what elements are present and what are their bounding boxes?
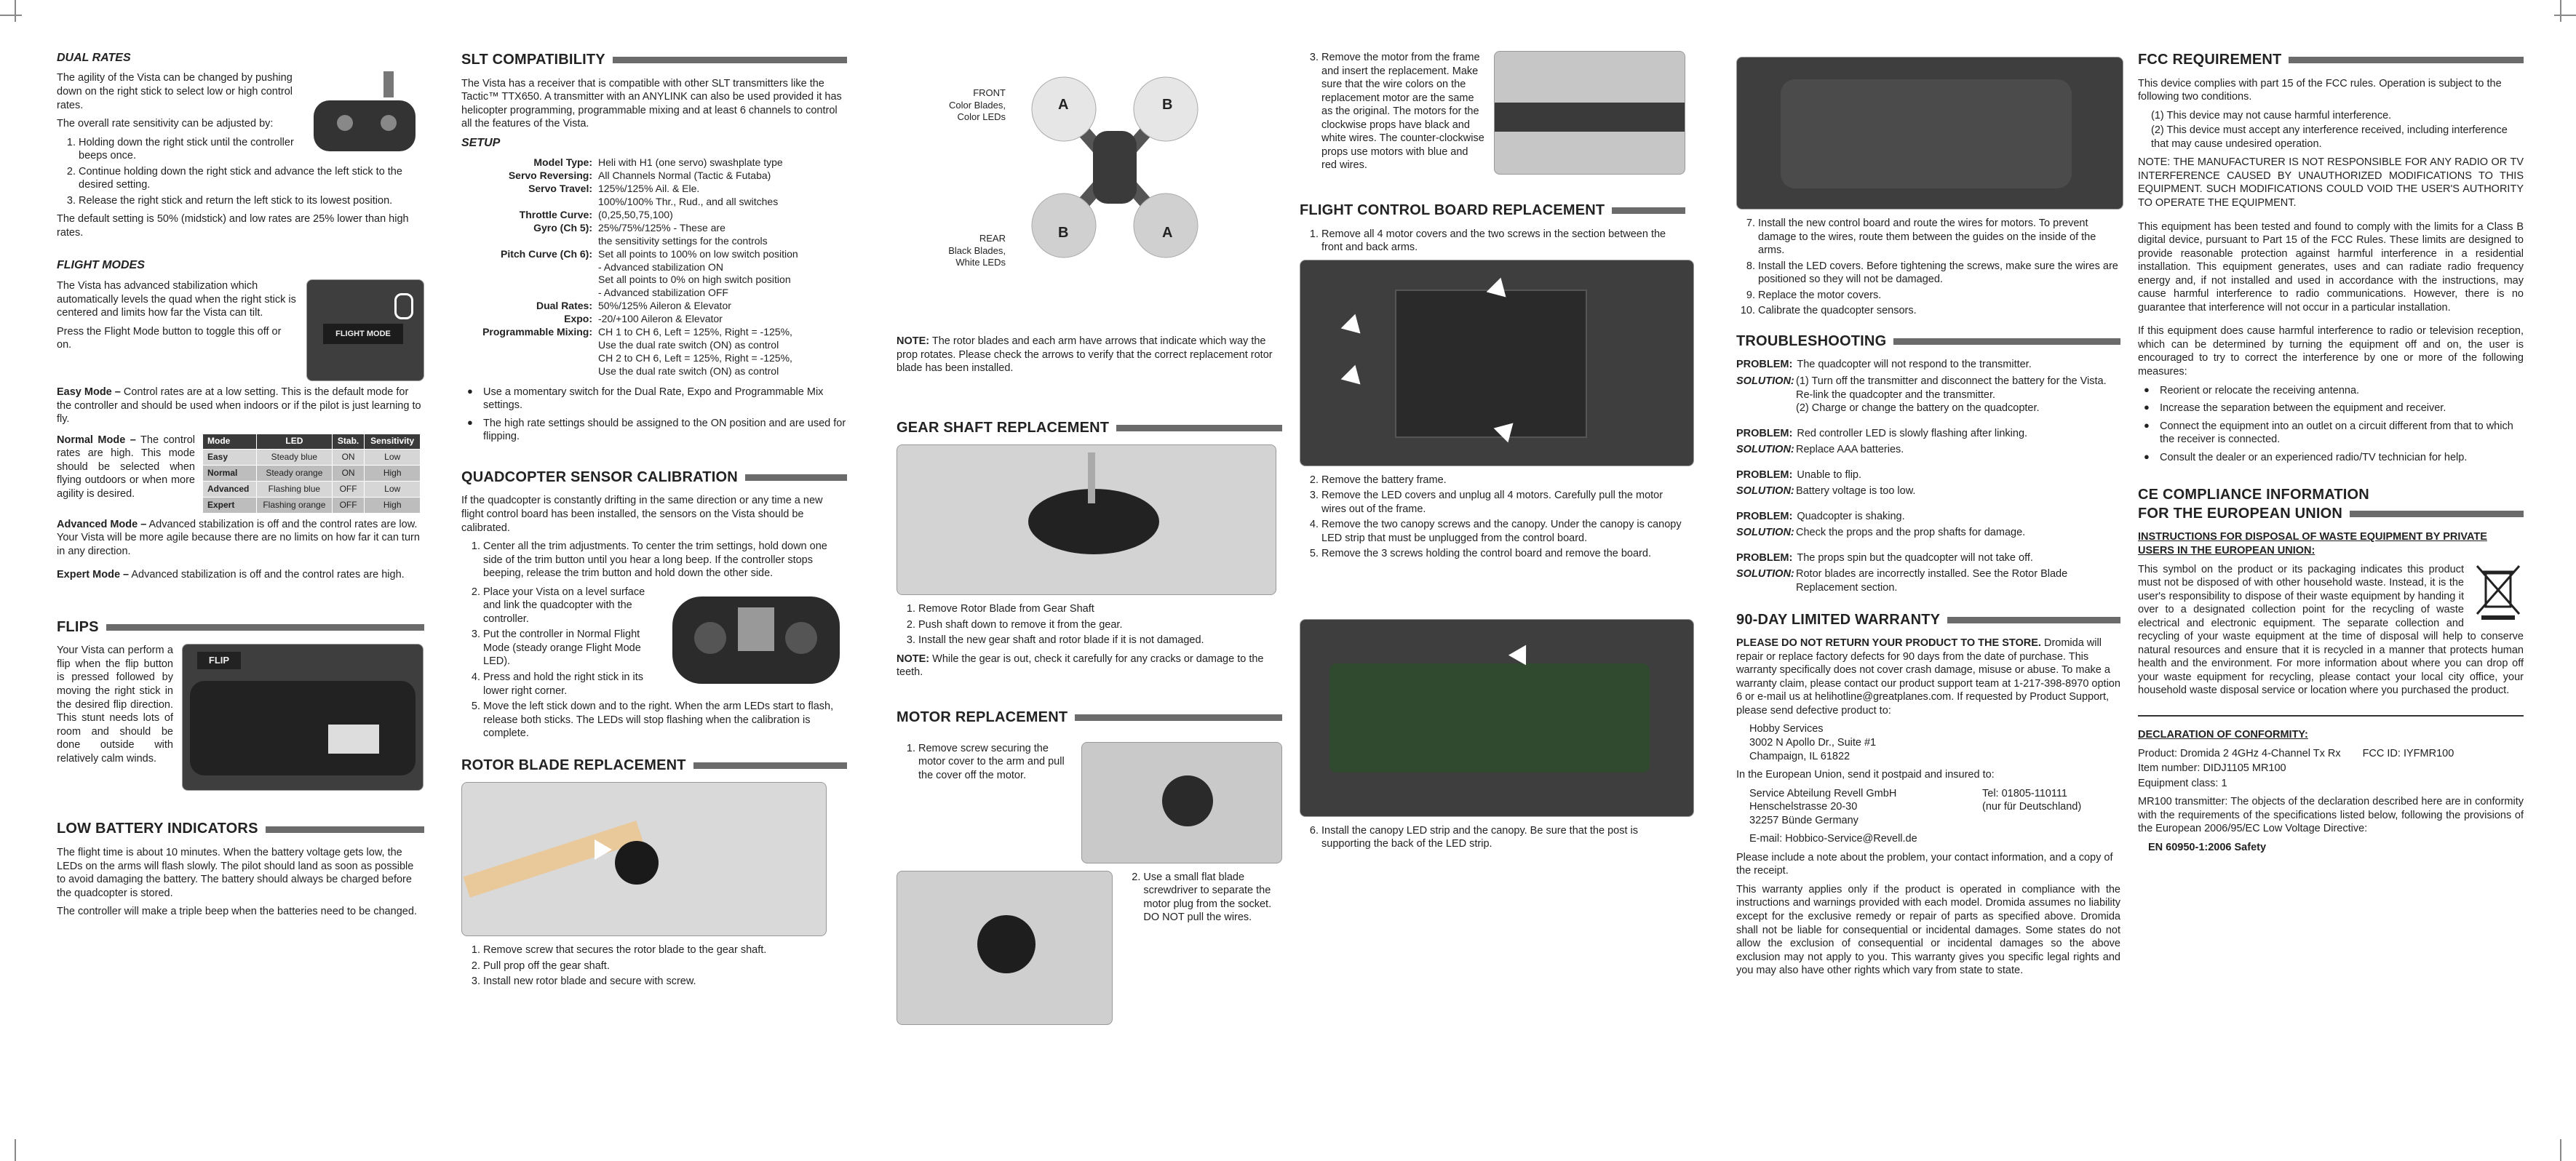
crop-mark — [0, 15, 22, 16]
advanced-mode-text: Advanced Mode – Advanced stabilization is off and the control rates are low. Your Vista will be more agile because there are no limits on how far it can turn in any direction. — [57, 518, 420, 557]
setup-key: Throttle Curve: — [519, 208, 592, 220]
column-5 — [1736, 57, 2120, 983]
problem-label: PROBLEM: — [1736, 510, 1793, 522]
ce-heading-2: FOR THE EUROPEAN UNION — [2138, 505, 2524, 524]
setup-key: Servo Travel: — [528, 183, 592, 195]
flips-heading: FLIPS — [57, 618, 424, 637]
setup-key: Expo: — [564, 313, 592, 325]
flips-text: Your Vista can perform a flip when the flip button is pressed followed by moving the right stick in the desired flip direction. This stunt needs lots of room and should be done outside with relatively calm winds. — [57, 645, 173, 765]
gear-step: 3. Install the new gear shaft and rotor blade if it is not damaged. — [918, 634, 1282, 647]
arrow-icon — [595, 839, 612, 860]
table-row — [203, 466, 421, 482]
column-6 — [2138, 51, 2524, 859]
warranty-heading: 90-DAY LIMITED WARRANTY — [1736, 611, 2120, 630]
solution-text: (1) Turn off the transmitter and disconnect the battery for the Vista. Re-link the quadcopter and the transmitter. (2) Charge or change the battery on the quadcopter. — [1796, 375, 2107, 415]
declaration-heading: DECLARATION OF CONFORMITY: — [2138, 729, 2308, 741]
table-cell: ON — [332, 450, 364, 466]
crop-mark — [15, 0, 16, 22]
flight-mode-button-image — [306, 279, 424, 381]
gear-step: 1. Remove Rotor Blade from Gear Shaft — [918, 602, 1282, 616]
motor-step3-block — [1300, 51, 1685, 180]
controller-icon — [314, 100, 416, 151]
table-header: Sensitivity — [365, 434, 421, 450]
gear-step: 2. Push shaft down to remove it from the gear. — [918, 618, 1282, 632]
solution-line — [1736, 443, 2120, 457]
quadcopter-diagram — [897, 51, 1282, 276]
problem-text: Red controller LED is slowly flashing after linking. — [1797, 427, 2028, 439]
motor-icon — [1162, 775, 1213, 826]
fcb-step: 3. Remove the LED covers and unplug all 4 motors. Carefully pull the motor wires out of the frame. — [1321, 489, 1685, 516]
setup-value: 25%/75%/125% - These are the sensitivity settings for the controls — [598, 221, 768, 247]
crop-mark — [2554, 15, 2576, 16]
table-cell: Steady orange — [256, 466, 332, 482]
fcc-heading: FCC REQUIREMENT — [2138, 51, 2524, 70]
ce-p1: This symbol on the product or its packaging indicates this product must not be disposed of with other household waste. Instead, it is the user's responsibility to dispose of their waste equipment by handing it over to a designated collection point for the recycling of waste electrical and electronic equipment. The separate collection and recycling of your waste equipment at the time of disposal will help to conserve natural resources and ensure that it is recycled in a manner that protects human health and the environment. For more information about where you can drop off your waste equipment for recycling, please contact your local city office, your household waste disposal service or location where you purchased the product. — [2138, 563, 2524, 697]
calibration-step: 5. Move the left stick down and to the right. When the arm LEDs start to flash, release both sticks. The LEDs will stop flashing when the calibration is complete. — [483, 700, 847, 741]
flight-mode-label: FLIGHT MODE — [323, 324, 403, 344]
standard: EN 60950-1:2006 Safety — [2148, 841, 2267, 853]
calibration-step: 4. Press and hold the right stick in its lower right corner. — [483, 671, 847, 698]
column-3 — [897, 51, 1282, 1025]
column-2 — [461, 51, 847, 994]
problem-label: PROBLEM: — [1736, 359, 1793, 371]
motor-step: 2. Use a small flat blade screwdriver to separate the motor plug from the socket. DO NOT pull the wires. — [1143, 871, 1282, 925]
frame-icon — [1781, 79, 2072, 188]
eu-address-block — [1736, 787, 2120, 833]
fcb-step: 2. Remove the battery frame. — [1321, 474, 1685, 487]
fcb-step: 5. Remove the 3 screws holding the control board and remove the board. — [1321, 547, 1685, 561]
fcc-bullet: ● Consult the dealer or an experienced radio/TV technician for help. — [2160, 451, 2524, 465]
trouble-item — [1736, 427, 2120, 457]
setup-value: 125%/125% Ail. & Ele. 100%/100% Thr., Rud., and all switches — [598, 183, 779, 207]
product: Product: Dromida 2 4GHz 4-Channel Tx Rx — [2138, 747, 2341, 759]
problem-label: PROBLEM: — [1736, 551, 1793, 564]
left-stick-icon — [694, 622, 726, 654]
slt-bullet: ● Use a momentary switch for the Dual Rate, Expo and Programmable Mix settings. — [483, 386, 847, 412]
table-header: Stab. — [332, 434, 364, 450]
table-cell: OFF — [332, 481, 364, 497]
solution-line — [1736, 375, 2120, 415]
fcb-step: 10. Calibrate the quadcopter sensors. — [1758, 304, 2120, 318]
motor-cover-image — [1081, 742, 1282, 863]
crop-mark — [15, 1139, 16, 1161]
expert-mode-text: Expert Mode – Advanced stabilization is off and the control rates are high. — [57, 569, 405, 581]
rotor-step: 1. Remove screw that secures the rotor blade to the gear shaft. — [483, 943, 847, 957]
flight-modes-p2: Press the Flight Mode button to toggle this off or on. — [57, 325, 282, 351]
slt-heading: SLT COMPATIBILITY — [461, 51, 847, 70]
calibration-steps-with-image — [461, 586, 847, 741]
column-4 — [1300, 51, 1685, 856]
fcc-condition-1: (1) This device may not cause harmful interference. — [2151, 109, 2392, 121]
low-battery-heading: LOW BATTERY INDICATORS — [57, 820, 424, 839]
table-cell: Expert — [203, 497, 257, 513]
table-cell: Flashing orange — [256, 497, 332, 513]
dual-rates-heading: DUAL RATES — [57, 52, 131, 64]
table-header: LED — [256, 434, 332, 450]
arrow-icon — [1341, 364, 1368, 391]
mode-table — [202, 434, 421, 514]
fcb-step: 7. Install the new control board and route the wires for motors. To prevent damage to the wires, route them between the guides on the inside of the arms. — [1758, 217, 2120, 258]
rotor-heading: ROTOR BLADE REPLACEMENT — [461, 757, 847, 775]
setup-list — [461, 156, 847, 378]
setup-heading: SETUP — [461, 136, 501, 149]
fcb-step: 1. Remove all 4 motor covers and the two screws in the section between the front and back arms. — [1321, 228, 1685, 255]
flip-button-image — [182, 644, 424, 791]
trouble-heading: TROUBLESHOOTING — [1736, 332, 2120, 351]
frame-icon — [1395, 290, 1587, 438]
controller-stick-image — [308, 71, 424, 159]
fcc-condition-2: (2) This device must accept any interference received, including interference that may cause undesired operation. — [2151, 124, 2508, 150]
solution-text: Replace AAA batteries. — [1796, 444, 1904, 456]
problem-text: Unable to flip. — [1797, 468, 1862, 481]
setup-value: Heli with H1 (one servo) swashplate type — [598, 156, 783, 169]
table-cell: High — [365, 497, 421, 513]
problem-label: PROBLEM: — [1736, 468, 1793, 481]
dual-rates-step: 1. Holding down the right stick until the controller beeps once. — [79, 136, 424, 163]
front-label: FRONT Color Blades, Color LEDs — [948, 87, 1006, 123]
table-row — [203, 481, 421, 497]
item-number: Item number: DIDJ1105 MR100 — [2138, 762, 2286, 775]
gear-shaft-image — [897, 444, 1276, 595]
rear-label: REAR Black Blades, White LEDs — [948, 233, 1006, 268]
problem-line — [1736, 551, 2120, 565]
problem-text: The quadcopter will not respond to the transmitter. — [1797, 359, 2032, 371]
column-1 — [57, 51, 424, 924]
new-board-image — [1736, 57, 2123, 210]
shaft-icon — [1088, 452, 1095, 503]
product-line — [2138, 747, 2524, 761]
trouble-item — [1736, 468, 2120, 498]
table-cell: Normal — [203, 466, 257, 482]
setup-value: 50%/125% Aileron & Elevator — [598, 300, 731, 312]
push-arrow-icon — [383, 71, 394, 97]
crop-mark — [2560, 1139, 2561, 1161]
warranty-p1: PLEASE DO NOT RETURN YOUR PRODUCT TO THE STORE. Dromida will repair or replace factory defects for 90 days from the date of purchase. This warranty specifically does not cover crash damage, misuse or abuse. To make a warranty claim, please contact our product support team at 1-217-398-8970 option 6 or e-mail us at helihotline@greatplanes.com. If requested by Product Support, please send defective product to: — [1736, 637, 2120, 717]
arrow-icon — [1341, 314, 1368, 340]
dual-rates-p2: The overall rate sensitivity can be adjusted by: — [57, 118, 274, 130]
motor-step: 1. Remove screw securing the motor cover to the arm and pull the cover off the motor. — [918, 742, 1073, 783]
table-cell: High — [365, 466, 421, 482]
blade-b-label: B — [1058, 225, 1069, 241]
setup-value: -20/+100 Aileron & Elevator — [598, 313, 723, 325]
problem-label: PROBLEM: — [1736, 427, 1793, 439]
eu-email: E-mail: Hobbico-Service@Revell.de — [1749, 833, 1917, 845]
trouble-item — [1736, 510, 2120, 540]
table-header: Mode — [203, 434, 257, 450]
solution-label: SOLUTION: — [1736, 485, 1794, 498]
setup-key: Programmable Mixing: — [482, 326, 592, 338]
fcb-step: 8. Install the LED covers. Before tightening the screws, make sure the wires are positioned so they will not be damaged. — [1758, 260, 2120, 287]
gear-icon — [615, 841, 659, 885]
fcc-bullet: ● Connect the equipment into an outlet on a circuit different from that to which the receiver is connected. — [2160, 420, 2524, 447]
arm-icon — [1495, 103, 1685, 132]
fcc-p3: This equipment has been tested and found to comply with the limits for a Class B digital device, pursuant to Part 15 of the FCC Rules. These limits are designed to provide reasonable protection against harmful interference in a residential installation. This equipment generates, uses and can radiate radio frequency energy and, if not installed and used in accordance with the instructions, may cause harmful interference to radio communications. However, there is no guarantee that interference will not occur in a particular installation. — [2138, 220, 2524, 314]
problem-line — [1736, 358, 2120, 372]
dual-rates-step: 3. Release the right stick and return the left stick to its lowest position. — [79, 194, 424, 208]
trouble-item — [1736, 551, 2120, 595]
motor-step1-block — [897, 742, 1282, 863]
problem-line — [1736, 510, 2120, 524]
problem-line — [1736, 427, 2120, 441]
fcc-bullet: ● Reorient or relocate the receiving antenna. — [2160, 384, 2524, 398]
calibration-p1: If the quadcopter is constantly drifting in the same direction or any time a new flight control board has been installed, the sensors on the Vista should be calibrated. — [461, 495, 823, 534]
setup-key: Dual Rates: — [536, 300, 592, 312]
motor-icon — [977, 915, 1035, 973]
diagram-note: NOTE: The rotor blades and each arm have arrows that indicate which way the prop rotates. Please check the arrows to verify that the correct replacement rotor blade has been installed. — [897, 335, 1273, 375]
dual-rates-step: 2. Continue holding down the right stick and advance the left stick to the desired setting. — [79, 165, 424, 192]
solution-line — [1736, 484, 2120, 498]
trouble-list — [1736, 358, 2120, 594]
low-battery-p2: The controller will make a triple beep when the batteries need to be changed. — [57, 906, 417, 918]
rotor-step: 2. Pull prop off the gear shaft. — [483, 959, 847, 973]
ce-heading-1: CE COMPLIANCE INFORMATION — [2138, 487, 2369, 503]
blade-a-label: A — [1162, 225, 1173, 241]
table-row — [203, 450, 421, 466]
table-cell: OFF — [332, 497, 364, 513]
right-stick-icon — [785, 622, 817, 654]
solution-label: SOLUTION: — [1736, 444, 1794, 456]
low-battery-p1: The flight time is about 10 minutes. When the battery voltage gets low, the LEDs on the arms will flash slowly. The pilot should land as soon as possible to avoid damaging the battery. The battery should always be charged before the quadcopter is stored. — [57, 846, 414, 899]
table-cell: Easy — [203, 450, 257, 466]
solution-line — [1736, 567, 2120, 594]
table-cell: Flashing blue — [256, 481, 332, 497]
blade-b-label: B — [1162, 97, 1173, 113]
rotor-step: 3. Install new rotor blade and secure with screw. — [483, 975, 847, 989]
normal-mode-block — [57, 434, 424, 514]
slt-p1: The Vista has a receiver that is compatible with other SLT transmitters like the Tactic™ TTX650. A transmitter with an ANYLINK can also be used provided it has helicopter programming, programmable mixing and at least 6 channels to control all the features of the Vista. — [461, 77, 842, 130]
table-cell: Low — [365, 450, 421, 466]
warranty-p3: This warranty applies only if the product is operated in compliance with the instructions and warnings provided with each model. Dromida assumes no liability except for the exclusive remedy or repair of parts as specified above. Dromida shall not be liable for consequential or incidental damages. Some states do not allow the exclusion of consequential or incidental damages so the above exclusion may not apply to you. This warranty gives you specific legal rights and you may also have other rights which vary from state to state. — [1736, 883, 2120, 977]
solution-text: Rotor blades are incorrectly installed. See the Rotor Blade Replacement section. — [1796, 568, 2068, 594]
circuit-board-icon — [1329, 663, 1650, 773]
table-cell: Low — [365, 481, 421, 497]
problem-text: Quadcopter is shaking. — [1797, 510, 1905, 522]
fcc-p2: NOTE: THE MANUFACTURER IS NOT RESPONSIBLE FOR ANY RADIO OR TV INTERFERENCE CAUSED BY UNAUTHORIZED MODIFICATIONS TO THIS EQUIPMENT. SUCH MODIFICATIONS COULD VOID THE USER'S AUTHORITY TO OPERATE THE EQUIPMENT. — [2138, 156, 2524, 209]
fcc-p1: This device complies with part 15 of the FCC rules. Operation is subject to the following two conditions. — [2138, 77, 2502, 103]
calibration-step: 1. Center all the trim adjustments. To center the trim settings, hold down one side of the trim button until you hear a long beep. If the controller stops beeping, release the trim button and hold down the other side. — [483, 540, 847, 580]
canopy-led-image — [1300, 619, 1694, 817]
fcb-step: 4. Remove the two canopy screws and the canopy. Under the canopy is canopy LED strip that must be unplugged from the control board. — [1321, 518, 1685, 545]
weee-bin-icon — [2473, 563, 2524, 621]
flight-modes-heading: FLIGHT MODES — [57, 259, 145, 272]
solution-text: Check the props and the prop shafts for damage. — [1796, 527, 2026, 539]
rotor-blade-image — [461, 782, 827, 936]
finger-icon — [394, 293, 413, 319]
table-cell: Advanced — [203, 481, 257, 497]
ce-subheading: INSTRUCTIONS FOR DISPOSAL OF WASTE EQUIPMENT BY PRIVATE USERS IN THE EUROPEAN UNION: — [2138, 531, 2487, 556]
setup-value: Set all points to 100% on low switch position - Advanced stabilization ON Set all points to 0% on high switch position - Advanced stabilization OFF — [598, 247, 798, 299]
slt-bullet: ● The high rate settings should be assigned to the ON position and are used for flipping. — [483, 417, 847, 444]
motor-step: 3. Remove the motor from the frame and insert the replacement. Make sure that the wire colors on the replacement motor are the same as the original. The motors for the clockwise props have black and white wires. The counter-clockwise props use motors with blue and red wires. — [1321, 51, 1485, 172]
control-board-frame-image — [1300, 260, 1694, 466]
controller-icon — [190, 681, 416, 775]
fcb-step: 6. Install the canopy LED strip and the canopy. Be sure that the post is supporting the back of the LED strip. — [1321, 824, 1685, 851]
flips-block — [57, 644, 424, 791]
problem-text: The props spin but the quadcopter will not take off. — [1797, 551, 2033, 564]
eu-intro: In the European Union, send it postpaid and insured to: — [1736, 769, 1995, 781]
motor-step2-block — [897, 871, 1282, 1025]
us-address: Hobby Services 3002 N Apollo Dr., Suite #1 Champaign, IL 61822 — [1749, 723, 1877, 762]
gear-note: NOTE: While the gear is out, check it carefully for any cracks or damage to the teeth. — [897, 653, 1264, 679]
fcb-step: 9. Replace the motor covers. — [1758, 289, 2120, 303]
body-icon — [1093, 131, 1137, 204]
setup-key: Servo Reversing: — [508, 169, 592, 182]
label-sticker-icon — [328, 725, 379, 754]
normal-mode-text: Normal Mode – The control rates are high. This mode should be selected when flying outdoors or when more agility is desired. — [57, 434, 195, 500]
blade-a-label: A — [1058, 97, 1069, 113]
crop-mark — [2560, 0, 2561, 22]
solution-text: Battery voltage is too low. — [1796, 485, 1916, 498]
equipment-class: Equipment class: 1 — [2138, 777, 2227, 789]
table-cell: Steady blue — [256, 450, 332, 466]
solution-line — [1736, 526, 2120, 540]
calibration-step: 2. Place your Vista on a level surface and link the quadcopter with the controller. — [483, 586, 847, 626]
motor-wires-image — [1494, 51, 1685, 175]
easy-mode-text: Easy Mode – Control rates are at a low setting. This is the default mode for the controller and should be used when indoors or if the pilot is just learning to fly. — [57, 386, 421, 426]
setup-key: Gyro (Ch 5): — [533, 221, 592, 234]
trouble-item — [1736, 358, 2120, 415]
lcd-icon — [738, 607, 774, 651]
warranty-p2: Please include a note about the problem, your contact information, and a copy of the receipt. — [1736, 851, 2113, 877]
table-header-row — [203, 434, 421, 450]
fcc-bullet: ● Increase the separation between the equipment and receiver. — [2160, 402, 2524, 415]
calibration-heading: QUADCOPTER SENSOR CALIBRATION — [461, 468, 847, 487]
setup-value: All Channels Normal (Tactic & Futaba) — [598, 169, 771, 182]
motor-heading: MOTOR REPLACEMENT — [897, 709, 1282, 727]
motor-plug-image — [897, 871, 1113, 1025]
flight-modes-p1: The Vista has advanced stabilization which automatically levels the quad when the right stick is centered and limits how far the Vista can tilt. — [57, 279, 296, 319]
setup-value: CH 1 to CH 6, Left = 125%, Right = -125%, Use the dual rate switch (ON) as control CH 2 to CH 6, Left = 125%, Right = -125%, Use the dual rate switch (ON) as control — [598, 326, 792, 377]
solution-label: SOLUTION: — [1736, 568, 1794, 580]
fcc-id: FCC ID: IYFMR100 — [2362, 747, 2454, 759]
fcc-p4: If this equipment does cause harmful interference to radio or television reception, which can be determined by turning the equipment off and on, the user is encouraged to try to correct the interference by one or more of the following measures: — [2138, 325, 2524, 378]
quadcopter-svg — [1013, 58, 1217, 276]
gear-heading: GEAR SHAFT REPLACEMENT — [897, 419, 1282, 438]
controller-image — [665, 586, 847, 695]
ce-p2: MR100 transmitter: The objects of the declaration described here are in conformity with the requirements of the specifications listed below, following the provisions of the European 2006/95/EC Low Voltage Directive: — [2138, 796, 2524, 835]
table-row — [203, 497, 421, 513]
solution-label: SOLUTION: — [1736, 375, 1794, 387]
setup-key: Model Type: — [533, 156, 592, 169]
eu-address: Service Abteilung Revell GmbH Henschelstrasse 20-30 32257 Bünde Germany — [1749, 787, 1897, 826]
solution-label: SOLUTION: — [1736, 527, 1794, 539]
calibration-step: 3. Put the controller in Normal Flight Mode (steady orange Flight Mode LED). — [483, 628, 847, 669]
problem-line — [1736, 468, 2120, 482]
setup-key: Pitch Curve (Ch 6): — [500, 247, 592, 260]
table-cell: ON — [332, 466, 364, 482]
declaration-block — [2138, 715, 2524, 854]
dual-rates-p3: The default setting is 50% (midstick) and low rates are 25% lower than high rates. — [57, 213, 409, 239]
flip-label: FLIP — [197, 652, 241, 669]
dual-rates-p1: The agility of the Vista can be changed by pushing down on the right stick to select low or high control rates. — [57, 72, 293, 111]
eu-phone: Tel: 01805-110111 (nur für Deutschland) — [1982, 787, 2082, 813]
fcb-heading: FLIGHT CONTROL BOARD REPLACEMENT — [1300, 202, 1685, 220]
setup-value: (0,25,50,75,100) — [598, 208, 673, 220]
weee-bin-svg — [2473, 563, 2524, 621]
